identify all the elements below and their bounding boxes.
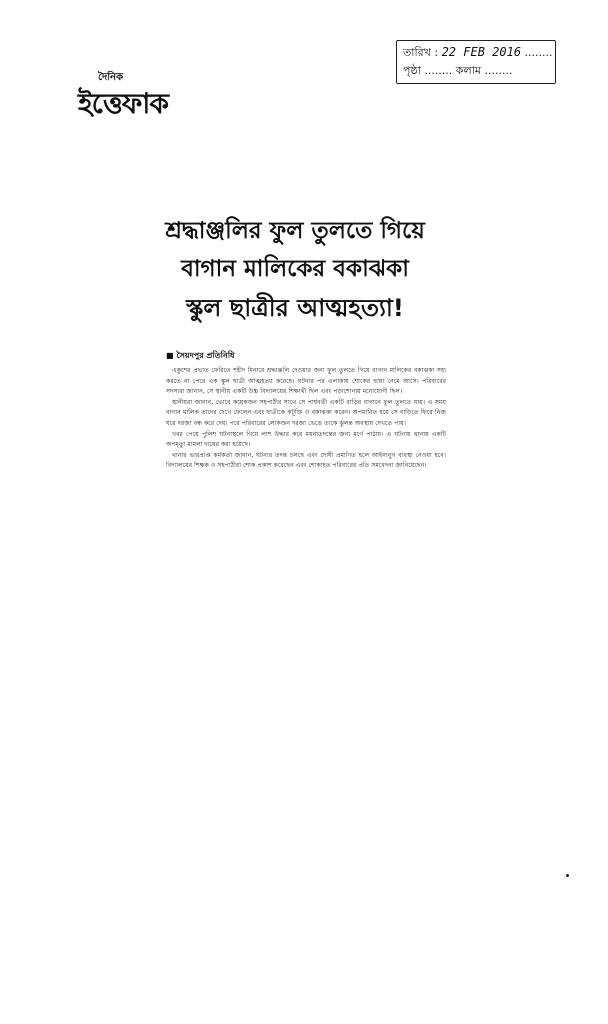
headline-line-1: শ্রদ্ধাঞ্জলির ফুল তুলতে গিয়ে (165, 218, 425, 244)
article-body (166, 350, 446, 472)
stamp-date-label: তারিখ (403, 46, 431, 59)
newspaper-masthead (78, 70, 218, 130)
scan-speck (566, 874, 569, 877)
clipping-stamp: তারিখ : 22 FEB 2016 ........ পৃষ্ঠা ........ কলাম ........ (396, 40, 556, 84)
masthead-daily-label: দৈনিক (98, 72, 124, 83)
stamp-page-label: পৃষ্ঠা (403, 64, 421, 77)
stamp-date-value: 22 FEB 2016 (441, 45, 522, 59)
article-paragraph: স্থানীয়রা জানান, ভোরে কয়েকজন সহপাঠীর সাথে সে পার্শ্ববর্তী একটি বাড়ির বাগানে ফুল তুলতে যায়। এ সময় বাগান মালিক তাদের দেখে ফেলেন এবং ছাত্রীকে কটূক্তি ও বকাঝকা করেন। অপমানিত হয়ে সে বাড়িতে ফিরে নিজ ঘরে দরজা বন্ধ করে দেয়। পরে পরিবারের লোকজন দরজা ভেঙে তাকে ঝুলন্ত অবস্থায় দেখতে পায়। (166, 398, 446, 427)
article-byline: ■ সৈয়দপুর প্রতিনিধি (166, 351, 235, 360)
article-headline (150, 212, 440, 328)
headline-line-2: বাগান মালিকের বকাঝকা (181, 256, 409, 282)
masthead-name: ইত্তেফাক (78, 87, 169, 120)
article-paragraph: একুশের প্রভাত ফেরিতে শহীদ মিনারে শ্রদ্ধাঞ্জলি দেওয়ার জন্য ফুল তুলতে গিয়ে বাগান মালিকের বকাঝকা সহ্য করতে না পেরে এক স্কুল ছাত্রী আত্মহত্যা করেছে। ঘটনার পর এলাকায় শোকের ছায়া নেমে আসে। পরিবারের সদস্যরা জানান, সে স্থানীয় একটি উচ্চ বিদ্যালয়ের শিক্ষার্থী ছিল এবং পড়াশোনায় মনোযোগী ছিল। (166, 367, 446, 396)
stamp-column-label: কলাম (455, 64, 481, 77)
article-paragraph: খবর পেয়ে পুলিশ ঘটনাস্থলে গিয়ে লাশ উদ্ধার করে ময়নাতদন্তের জন্য মর্গে পাঠায়। এ ঘটনায় থানায় একটি অপমৃত্যু মামলা দায়ের করা হয়েছে। (166, 430, 446, 449)
headline-line-3: স্কুল ছাত্রীর আত্মহত্যা! (186, 294, 404, 322)
article-paragraph: থানার ভারপ্রাপ্ত কর্মকর্তা জানান, ঘটনার তদন্ত চলছে এবং দোষী প্রমাণিত হলে আইনানুগ ব্যবস্থা নেওয়া হবে। বিদ্যালয়ের শিক্ষক ও সহপাঠীরা শোক প্রকাশ করেছেন এবং শোকাহত পরিবারের প্রতি সমবেদনা জানিয়েছেন। (166, 451, 446, 470)
